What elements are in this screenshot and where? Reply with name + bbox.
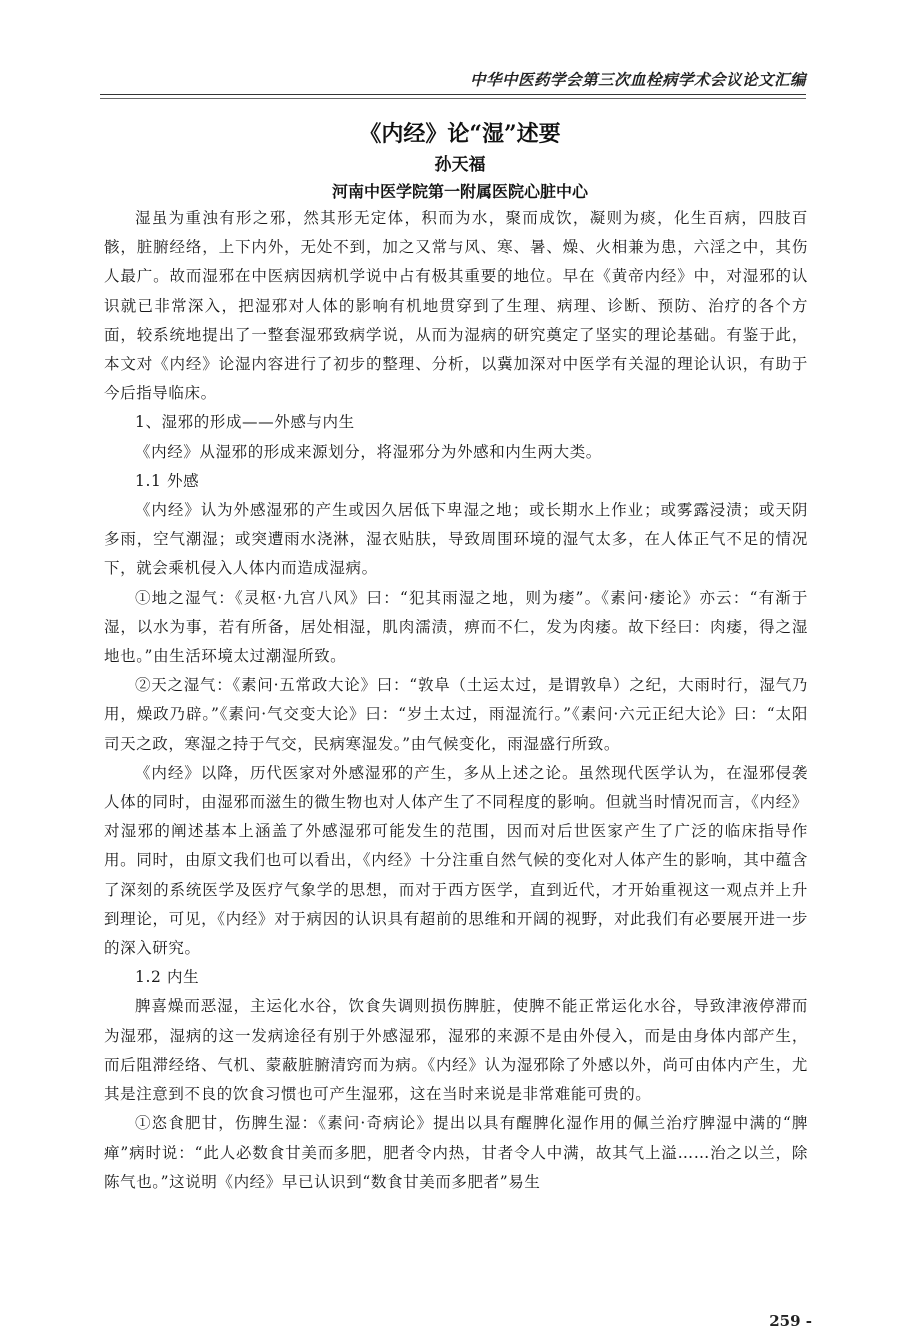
section-heading-1: 1、湿邪的形成——外感与内生: [135, 413, 355, 432]
paragraph: 脾喜燥而恶湿，主运化水谷，饮食失调则损伤脾脏，使脾不能正常运化水谷，导致津液停滞而为湿邪，湿病的这一发病途径有别于外感湿邪，湿邪的来源不是由外侵入，而是由身体内部产生，而后阻滞经络、气机、蒙蔽脏腑清窍而为病。《内经》认为湿邪除了外感以外，尚可由体内产生，尤其是注意到不良的饮食习惯也可产生湿邪，这在当时来说是非常难能可贵的。: [104, 997, 808, 1104]
header-rule: [100, 94, 806, 95]
page-number: 259 -: [769, 1312, 812, 1330]
article-affiliation: 河南中医学院第一附属医院心脏中心: [331, 182, 588, 201]
paragraph: 《内经》从湿邪的形成来源划分，将湿邪分为外感和内生两大类。: [135, 442, 602, 461]
paragraph: ①地之湿气：《灵枢·九宫八风》曰：“犯其雨湿之地，则为痿”。《素问·痿论》亦云：“有渐于湿，以水为事，若有所备，居处相湿，肌肉濡渍，痹而不仁，发为肉痿。故下经曰：肉痿，得之湿地也。”由生活环境太过潮湿所致。: [104, 588, 808, 666]
article-author: 孙天福: [434, 155, 486, 175]
article-title: 《内经》论“湿”述要: [359, 121, 561, 147]
article-body: [104, 204, 808, 1197]
running-header: 中华中医药学会第三次血栓病学术会议论文汇编: [469, 71, 806, 89]
paragraph-intro: 湿虽为重浊有形之邪，然其形无定体，积而为水，聚而成饮，凝则为痰，化生百病，四肢百骸，脏腑经络，上下内外，无处不到，加之又常与风、寒、暑、燥、火相兼为患，六淫之中，其伤人最广。故而湿邪在中医病因病机学说中占有极其重要的地位。早在《黄帝内经》中，对湿邪的认识就已非常深入，把湿邪对人体的影响有机地贯穿到了生理、病理、诊断、预防、治疗的各个方面，较系统地提出了一整套湿邪致病学说，从而为湿病的研究奠定了坚实的理论基础。有鉴于此，本文对《内经》论湿内容进行了初步的整理、分析，以冀加深对中医学有关湿的理论认识，有助于今后指导临床。: [104, 209, 808, 403]
subsection-heading-1-1: 1.1 外感: [135, 471, 200, 490]
paragraph: 《内经》认为外感湿邪的产生或因久居低下卑湿之地；或长期水上作业；或雾露浸渍；或天阴多雨，空气潮湿；或突遭雨水浇淋，湿衣贴肤，导致周围环境的湿气太多，在人体正气不足的情况下，就会乘机侵入人体内而造成湿病。: [104, 501, 808, 578]
subsection-heading-1-2: 1.2 内生: [135, 968, 200, 987]
header-rule-thin: [100, 98, 806, 99]
paragraph: ②天之湿气：《素问·五常政大论》曰：“敦阜（土运太过，是谓敦阜）之纪，大雨时行，湿气乃用，燥政乃辟。”《素问·气交变大论》曰：“岁土太过，雨湿流行。”《素问·六元正纪大论》曰：“太阳司天之政，寒湿之持于气交，民病寒湿发。”由气候变化，雨湿盛行所致。: [104, 676, 808, 753]
paragraph: ①恣食肥甘，伤脾生湿：《素问·奇病论》提出以具有醒脾化湿作用的佩兰治疗脾湿中满的“脾瘅”病时说：“此人必数食甘美而多肥，肥者令内热，甘者令人中满，故其气上溢……治之以兰，除陈气也。”这说明《内经》早已认识到“数食甘美而多肥者”易生: [104, 1114, 808, 1191]
paragraph: 《内经》以降，历代医家对外感湿邪的产生，多从上述之论。虽然现代医学认为，在湿邪侵袭人体的同时，由湿邪而滋生的微生物也对人体产生了不同程度的影响。但就当时情况而言，《内经》对湿邪的阐述基本上涵盖了外感湿邪可能发生的范围，因而对后世医家产生了广泛的临床指导作用。同时，由原文我们也可以看出，《内经》十分注重自然气候的变化对人体产生的影响，其中蕴含了深刻的系统医学及医疗气象学的思想，而对于西方医学，直到近代，才开始重视这一观点并上升到理论，可见，《内经》对于病因的认识具有超前的思维和开阔的视野，对此我们有必要展开进一步的深入研究。: [104, 763, 808, 958]
